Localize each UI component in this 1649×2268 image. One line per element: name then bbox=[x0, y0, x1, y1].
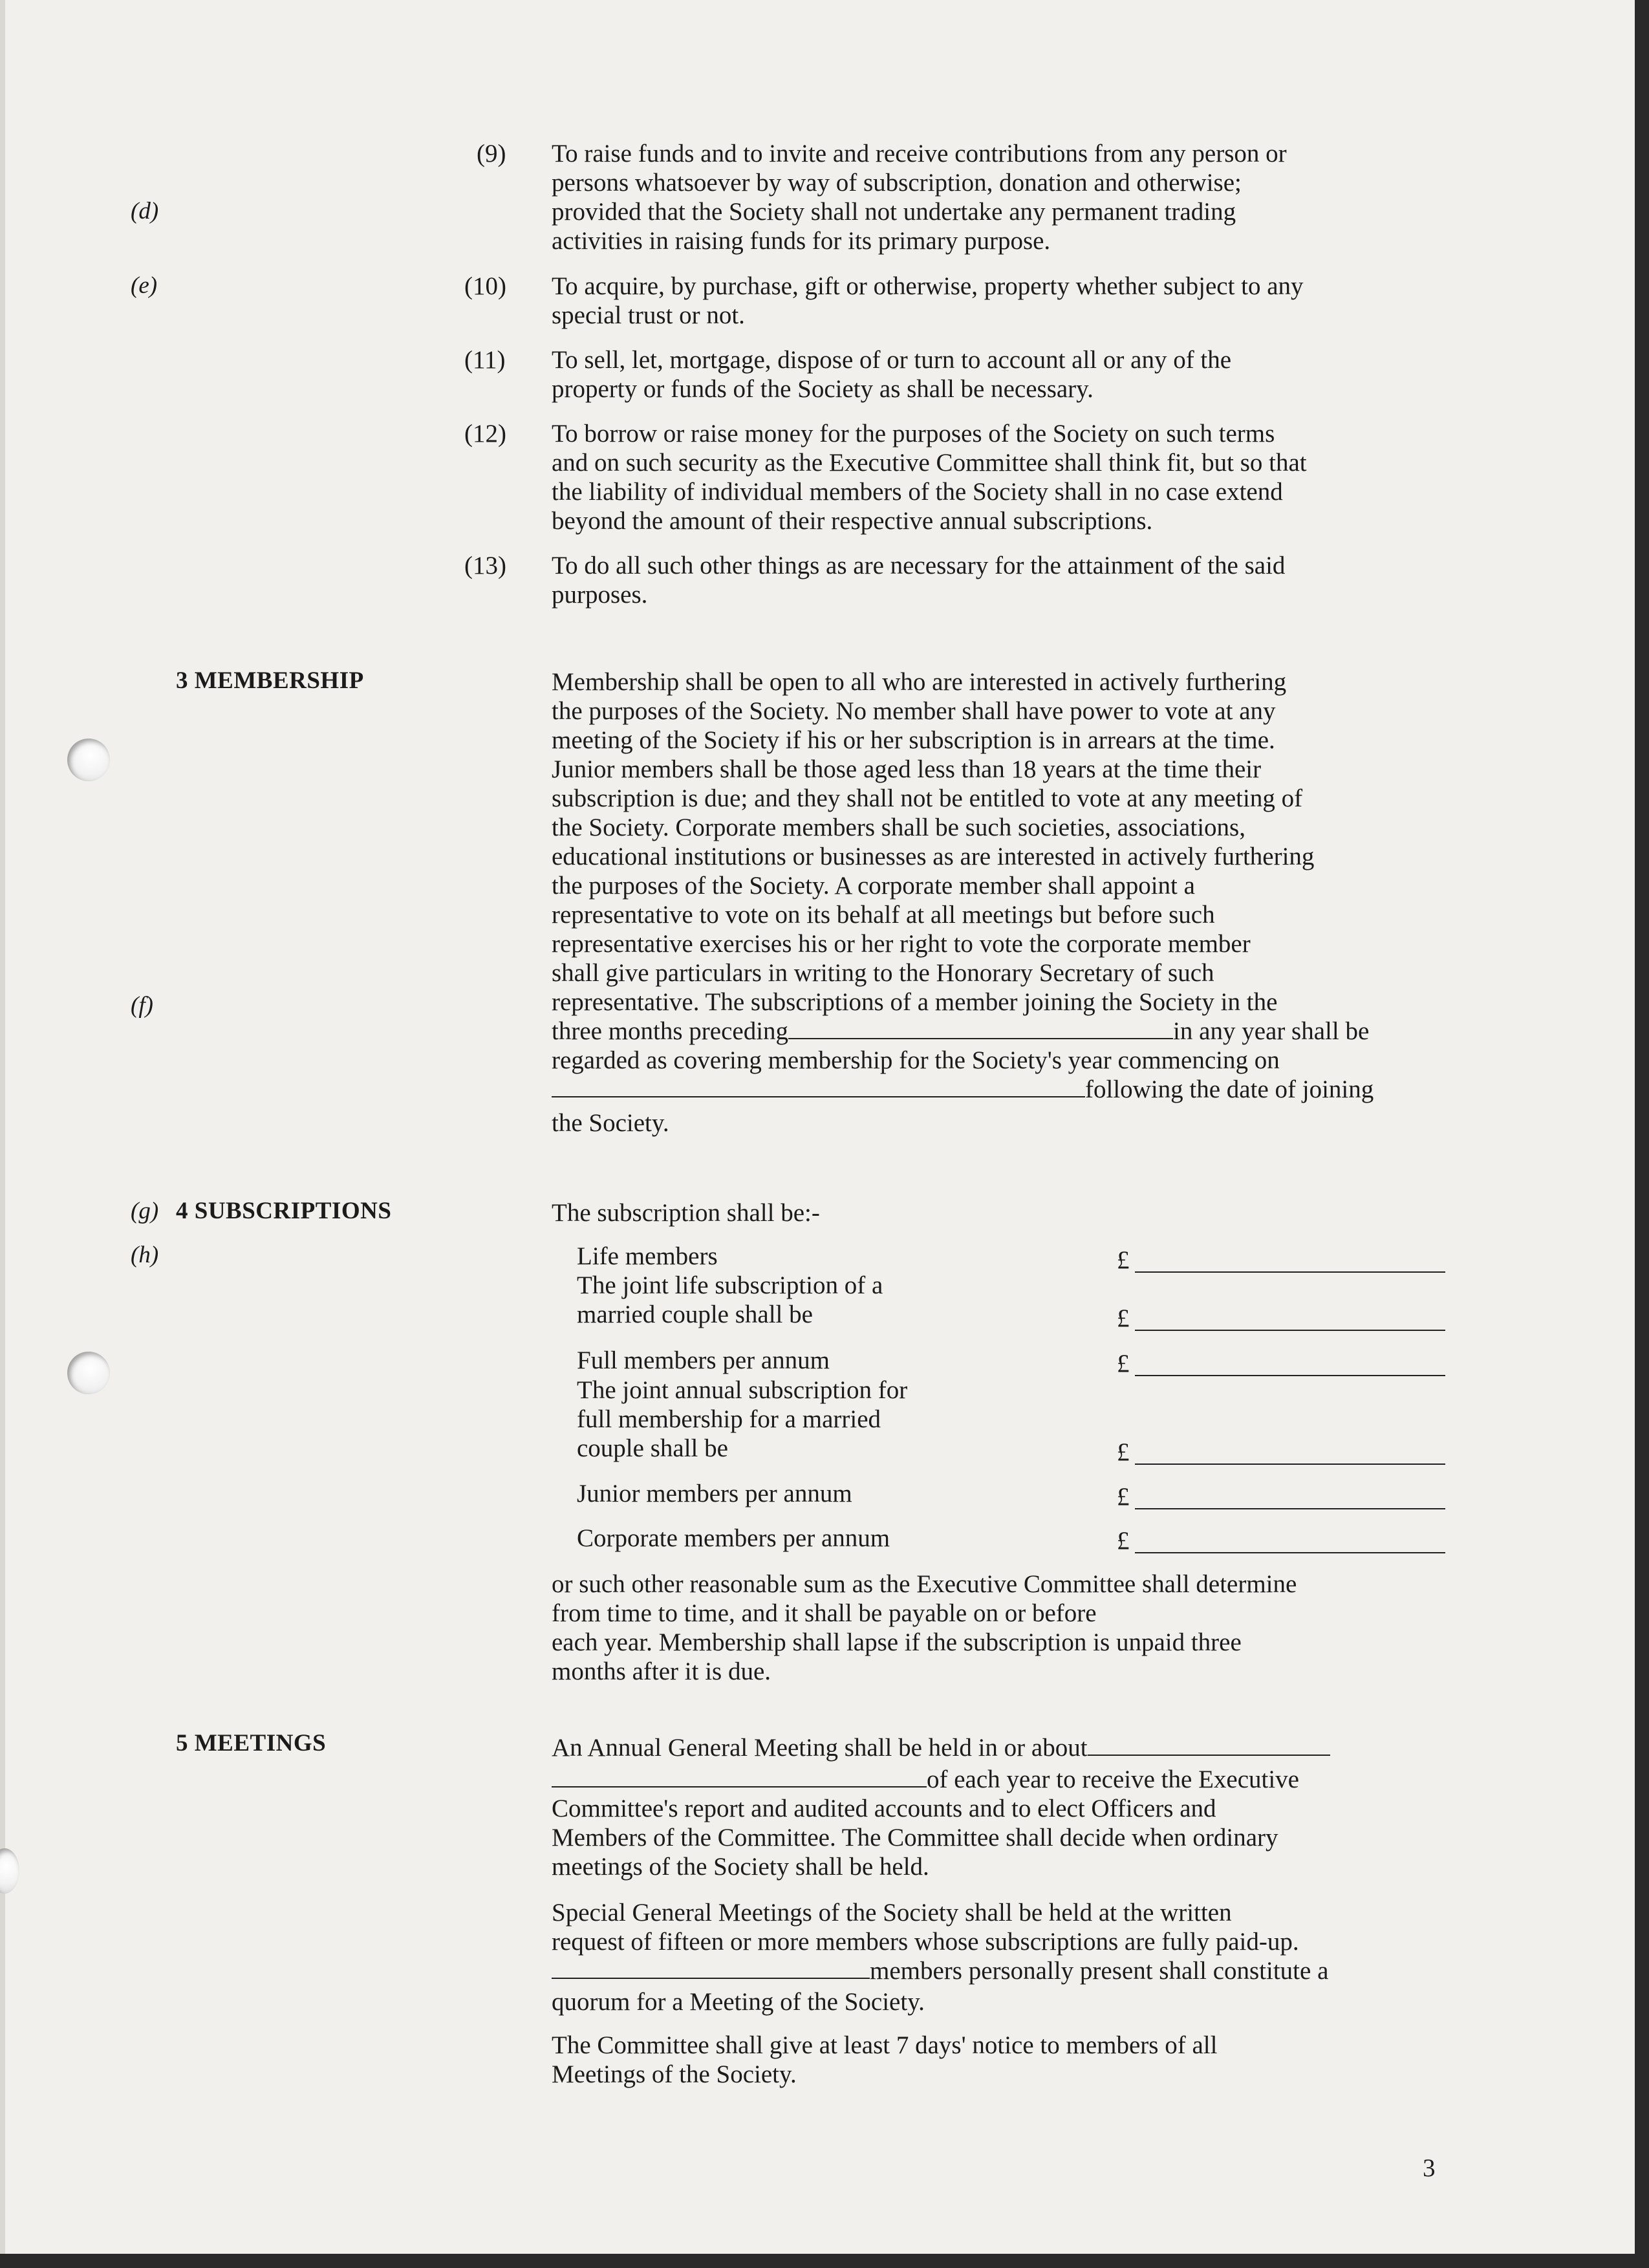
membership-preceding-text: three months preceding bbox=[552, 1017, 789, 1045]
membership-line-preceding bbox=[552, 1017, 1369, 1046]
meetings-quorum-line bbox=[552, 1956, 1328, 1985]
clause-line: To raise funds and to invite and receive contributions from any person or bbox=[552, 140, 1287, 167]
clause-line: the liability of individual members of the Society shall in no case extend bbox=[552, 478, 1283, 506]
full-member-fee-blank-field[interactable] bbox=[1135, 1375, 1445, 1376]
membership-line: meeting of the Society if his or her subscription is in arrears at the time. bbox=[552, 726, 1275, 754]
clause-number: (13) bbox=[464, 552, 506, 579]
meetings-line: Special General Meetings of the Society shall be held at the written bbox=[552, 1899, 1232, 1927]
membership-line: Junior members shall be those aged less than 18 years at the time their bbox=[552, 755, 1262, 783]
clause-line: To do all such other things as are necessary for the attainment of the said bbox=[552, 552, 1286, 579]
meetings-agm-line bbox=[552, 1733, 1330, 1762]
membership-line: shall give particulars in writing to the Honorary Secretary of such bbox=[552, 959, 1214, 987]
scanner-edge-right bbox=[1635, 0, 1649, 2268]
margin-letter-h: (h) bbox=[131, 1242, 159, 1268]
meetings-line: Members of the Committee. The Committee shall decide when ordinary bbox=[552, 1824, 1278, 1852]
life-fee-blank-field[interactable] bbox=[1135, 1271, 1445, 1273]
pound-sign: £ bbox=[1117, 1527, 1130, 1555]
meetings-line: request of fifteen or more members whose subscriptions are fully paid-up. bbox=[552, 1928, 1299, 1956]
months-blank-field[interactable] bbox=[788, 1017, 1173, 1039]
membership-preceding-tail: in any year shall be bbox=[1173, 1017, 1370, 1045]
membership-following-text: following the date of joining bbox=[1085, 1075, 1374, 1103]
punch-hole-edge bbox=[0, 1848, 19, 1894]
punch-hole-lower bbox=[67, 1352, 110, 1394]
membership-line: the purposes of the Society. No member shall have power to vote at any bbox=[552, 697, 1276, 725]
fee-label: The joint annual subscription for bbox=[577, 1376, 908, 1404]
scanner-edge-bottom bbox=[0, 2254, 1649, 2268]
clause-line: To sell, let, mortgage, dispose of or turn to account all or any of the bbox=[552, 346, 1232, 374]
membership-line-following bbox=[552, 1075, 1374, 1104]
fee-label: Life members bbox=[577, 1242, 718, 1270]
section-heading-meetings: 5 MEETINGS bbox=[176, 1730, 327, 1756]
meetings-line: The Committee shall give at least 7 days' notice to members of all bbox=[552, 2031, 1218, 2059]
subscriptions-closing-line: months after it is due. bbox=[552, 1658, 771, 1685]
section-heading-membership: 3 MEMBERSHIP bbox=[176, 667, 364, 694]
pound-sign: £ bbox=[1117, 1483, 1130, 1511]
membership-line: subscription is due; and they shall not be entitled to vote at any meeting of bbox=[552, 784, 1303, 812]
section-heading-subscriptions: 4 SUBSCRIPTIONS bbox=[176, 1198, 392, 1224]
clause-line: To acquire, by purchase, gift or otherwise, property whether subject to any bbox=[552, 272, 1304, 300]
clause-line: activities in raising funds for its primary purpose. bbox=[552, 227, 1051, 255]
meetings-agm-text: An Annual General Meeting shall be held in or about bbox=[552, 1734, 1088, 1762]
clause-line: To borrow or raise money for the purposes of the Society on such terms bbox=[552, 420, 1275, 448]
pound-sign: £ bbox=[1117, 1246, 1130, 1274]
margin-letter-f: (f) bbox=[131, 992, 153, 1019]
membership-line: the Society. bbox=[552, 1109, 669, 1137]
subscriptions-closing-line: each year. Membership shall lapse if the subscription is unpaid three bbox=[552, 1628, 1242, 1656]
subscriptions-intro: The subscription shall be:- bbox=[552, 1199, 820, 1227]
subscriptions-closing-line: from time to time, and it shall be payable on or before bbox=[552, 1599, 1097, 1627]
clause-number: (9) bbox=[477, 140, 506, 167]
fee-label: Corporate members per annum bbox=[577, 1524, 890, 1552]
margin-letter-e: (e) bbox=[131, 272, 158, 299]
membership-line: the Society. Corporate members shall be such societies, associations, bbox=[552, 814, 1245, 841]
fee-label: couple shall be bbox=[577, 1434, 728, 1462]
fee-label: Junior members per annum bbox=[577, 1480, 852, 1507]
clause-line: beyond the amount of their respective annual subscriptions. bbox=[552, 507, 1153, 535]
clause-line: special trust or not. bbox=[552, 301, 745, 329]
joint-full-fee-blank-field[interactable] bbox=[1135, 1463, 1445, 1465]
quorum-number-blank-field[interactable] bbox=[552, 1957, 870, 1979]
meetings-quorum-text: members personally present shall constitute a bbox=[870, 1957, 1329, 1985]
clause-line: property or funds of the Society as shall be necessary. bbox=[552, 375, 1094, 403]
membership-line: the purposes of the Society. A corporate member shall appoint a bbox=[552, 872, 1195, 900]
membership-line: regarded as covering membership for the Society's year commencing on bbox=[552, 1046, 1280, 1074]
membership-line: educational institutions or businesses as are interested in actively furthering bbox=[552, 843, 1315, 870]
corporate-fee-blank-field[interactable] bbox=[1135, 1552, 1445, 1553]
pound-sign: £ bbox=[1117, 1350, 1130, 1377]
fee-label: The joint life subscription of a bbox=[577, 1271, 883, 1299]
meetings-line: Meetings of the Society. bbox=[552, 2060, 797, 2088]
membership-line: representative. The subscriptions of a member joining the Society in the bbox=[552, 988, 1278, 1016]
meetings-agm-line2 bbox=[552, 1765, 1299, 1794]
fee-label: Full members per annum bbox=[577, 1346, 830, 1374]
clause-line: and on such security as the Executive Committee shall think fit, but so that bbox=[552, 449, 1307, 477]
clause-number: (10) bbox=[464, 272, 506, 300]
clause-line: persons whatsoever by way of subscription, donation and otherwise; bbox=[552, 169, 1242, 197]
agm-month-blank-field[interactable] bbox=[552, 1766, 927, 1787]
subscriptions-closing-line: or such other reasonable sum as the Executive Committee shall determine bbox=[552, 1570, 1297, 1598]
meetings-line: meetings of the Society shall be held. bbox=[552, 1853, 929, 1881]
margin-letter-d: (d) bbox=[131, 198, 159, 224]
meetings-line: Committee's report and audited accounts and to elect Officers and bbox=[552, 1795, 1216, 1822]
fee-label: full membership for a married bbox=[577, 1405, 881, 1433]
pound-sign: £ bbox=[1117, 1304, 1130, 1332]
page-number: 3 bbox=[1423, 2154, 1436, 2182]
margin-letter-g: (g) bbox=[131, 1198, 159, 1224]
fee-label: married couple shall be bbox=[577, 1301, 813, 1328]
agm-date-blank-field[interactable] bbox=[1088, 1734, 1330, 1756]
pound-sign: £ bbox=[1117, 1438, 1130, 1466]
clause-line: provided that the Society shall not undertake any permanent trading bbox=[552, 198, 1236, 226]
meetings-agm-tail: of each year to receive the Executive bbox=[927, 1766, 1299, 1793]
joint-life-fee-blank-field[interactable] bbox=[1135, 1330, 1445, 1331]
page-edge-left bbox=[0, 0, 5, 2268]
meetings-line: quorum for a Meeting of the Society. bbox=[552, 1988, 925, 2016]
punch-hole-upper bbox=[67, 739, 110, 781]
clause-line: purposes. bbox=[552, 581, 648, 609]
membership-line: Membership shall be open to all who are interested in actively furthering bbox=[552, 668, 1287, 696]
clause-number: (11) bbox=[464, 346, 506, 374]
membership-line: representative to vote on its behalf at all meetings but before such bbox=[552, 901, 1215, 929]
commencing-date-blank-field[interactable] bbox=[552, 1075, 1085, 1097]
membership-line: representative exercises his or her right to vote the corporate member bbox=[552, 930, 1251, 958]
junior-fee-blank-field[interactable] bbox=[1135, 1508, 1445, 1509]
clause-number: (12) bbox=[464, 420, 506, 448]
